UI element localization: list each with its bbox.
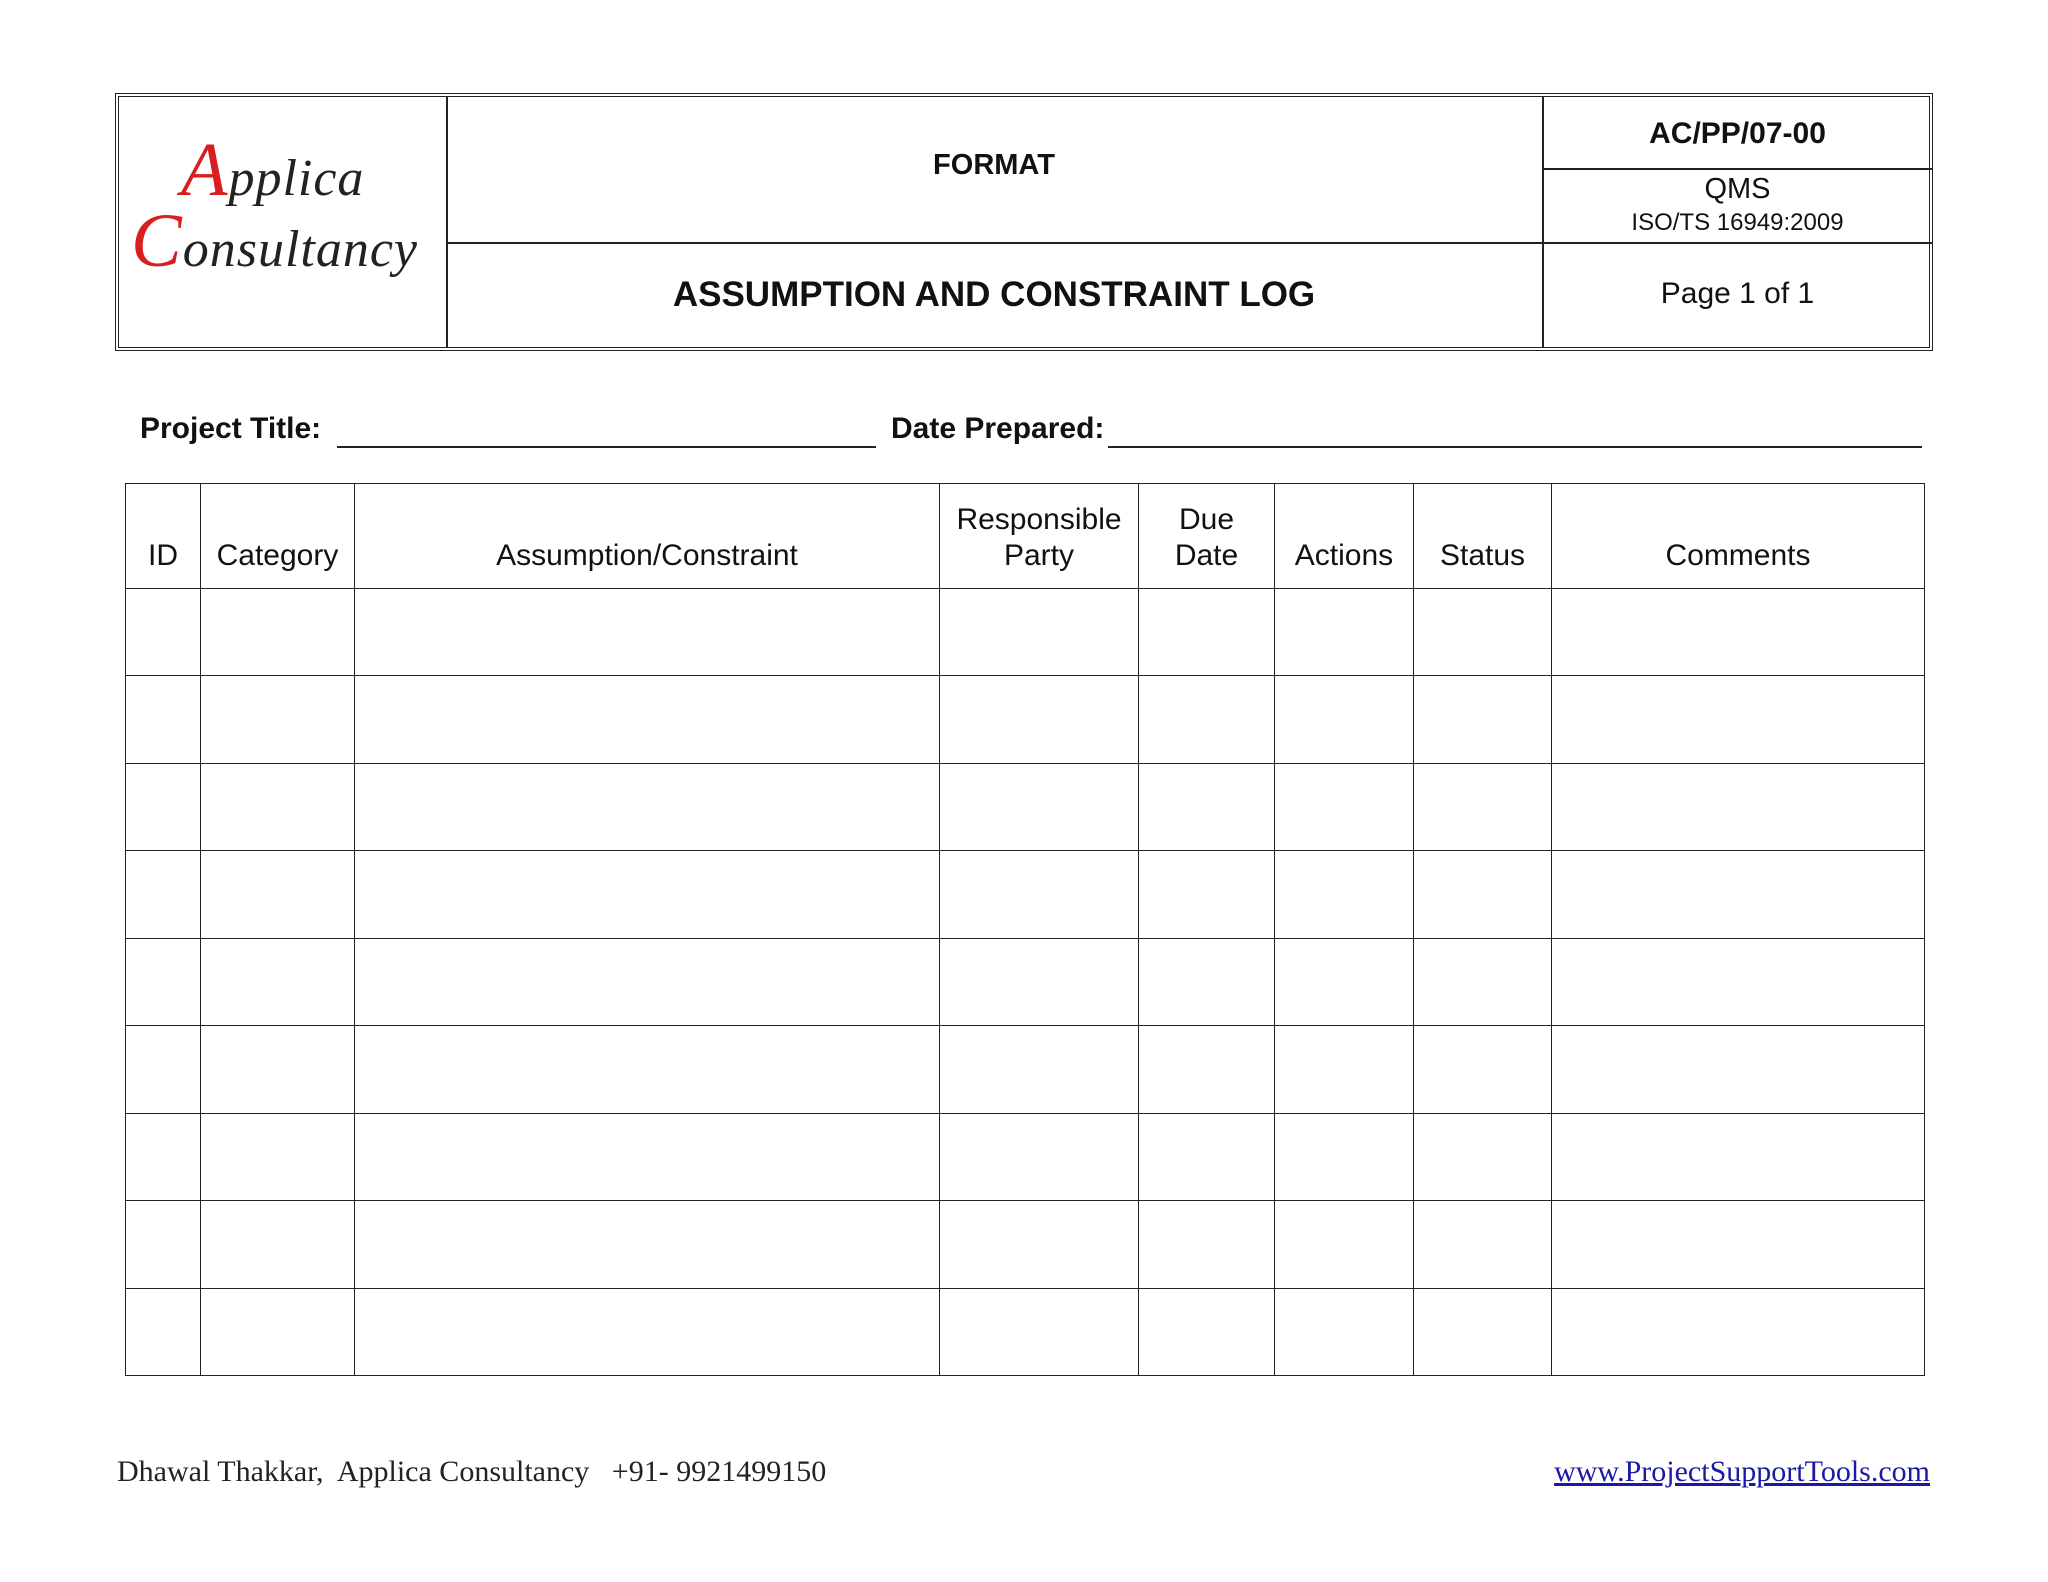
table-cell[interactable] xyxy=(1552,938,1925,1025)
table-row xyxy=(126,589,1925,676)
table-cell[interactable] xyxy=(1552,851,1925,938)
date-prepared-label: Date Prepared: xyxy=(891,412,1105,445)
table-cell[interactable] xyxy=(126,763,201,850)
logo-text: pplica xyxy=(228,150,365,207)
table-cell[interactable] xyxy=(201,851,355,938)
column-header-line: Assumption/Constraint xyxy=(496,539,798,572)
table-cell[interactable] xyxy=(1275,1026,1414,1113)
table-row xyxy=(126,1288,1925,1376)
column-header xyxy=(1552,484,1925,589)
table-cell[interactable] xyxy=(940,1288,1139,1376)
table-cell[interactable] xyxy=(1414,763,1552,850)
table-cell[interactable] xyxy=(1552,589,1925,676)
table-cell[interactable] xyxy=(1275,763,1414,850)
table-cell[interactable] xyxy=(1139,1201,1275,1288)
iso-standard: ISO/TS 16949:2009 xyxy=(1631,209,1844,236)
column-header-line: Party xyxy=(1003,539,1075,572)
table-cell[interactable] xyxy=(201,1288,355,1376)
column-header-line: Due xyxy=(1178,503,1235,536)
format-label: FORMAT xyxy=(933,149,1055,181)
assumption-constraint-table xyxy=(125,483,1925,1376)
table-cell[interactable] xyxy=(1139,676,1275,763)
table-row xyxy=(126,763,1925,850)
table-cell[interactable] xyxy=(201,1201,355,1288)
document-header xyxy=(115,93,1933,351)
table-cell[interactable] xyxy=(201,589,355,676)
table-cell[interactable] xyxy=(1275,938,1414,1025)
table-cell[interactable] xyxy=(1139,1113,1275,1200)
column-header xyxy=(940,484,1139,589)
table-cell[interactable] xyxy=(940,589,1139,676)
table-row xyxy=(126,676,1925,763)
table-cell[interactable] xyxy=(940,1201,1139,1288)
table-cell[interactable] xyxy=(1552,763,1925,850)
table-cell[interactable] xyxy=(201,938,355,1025)
table-cell[interactable] xyxy=(940,1113,1139,1200)
project-title-field[interactable] xyxy=(337,446,876,448)
table-cell[interactable] xyxy=(126,1026,201,1113)
column-header xyxy=(201,484,355,589)
table-cell[interactable] xyxy=(355,1113,940,1200)
column-header-line: ID xyxy=(148,539,178,572)
table-cell[interactable] xyxy=(940,1026,1139,1113)
table-cell[interactable] xyxy=(1414,1026,1552,1113)
table-row xyxy=(126,1026,1925,1113)
table-cell[interactable] xyxy=(1414,1113,1552,1200)
table-header-row xyxy=(126,484,1925,589)
table-cell[interactable] xyxy=(1552,1288,1925,1376)
table-cell[interactable] xyxy=(355,1026,940,1113)
table-cell[interactable] xyxy=(1414,589,1552,676)
table-cell[interactable] xyxy=(126,1113,201,1200)
column-header-line: Date xyxy=(1174,539,1239,572)
project-title-label: Project Title: xyxy=(140,412,322,445)
table-cell[interactable] xyxy=(1414,1201,1552,1288)
header-divider xyxy=(446,242,1933,244)
header-divider xyxy=(1542,168,1933,170)
table-cell[interactable] xyxy=(126,938,201,1025)
table-cell[interactable] xyxy=(1275,589,1414,676)
table-cell[interactable] xyxy=(355,938,940,1025)
table-cell[interactable] xyxy=(1275,851,1414,938)
table-cell[interactable] xyxy=(1414,676,1552,763)
table-cell[interactable] xyxy=(1139,938,1275,1025)
table-cell[interactable] xyxy=(940,938,1139,1025)
table-body xyxy=(126,589,1925,1376)
table-cell[interactable] xyxy=(201,1026,355,1113)
table-cell[interactable] xyxy=(940,763,1139,850)
table-cell[interactable] xyxy=(126,676,201,763)
column-header xyxy=(1139,484,1275,589)
table-cell[interactable] xyxy=(1552,1026,1925,1113)
column-header xyxy=(1414,484,1552,589)
table-cell[interactable] xyxy=(1139,1288,1275,1376)
table-cell[interactable] xyxy=(1139,763,1275,850)
table-cell[interactable] xyxy=(1414,938,1552,1025)
table-cell[interactable] xyxy=(1414,851,1552,938)
table-cell[interactable] xyxy=(355,851,940,938)
column-header xyxy=(1275,484,1414,589)
column-header xyxy=(355,484,940,589)
table-cell[interactable] xyxy=(126,1201,201,1288)
table-cell[interactable] xyxy=(1414,1288,1552,1376)
logo-text: onsultancy xyxy=(182,221,418,278)
logo-initial: C xyxy=(131,199,183,283)
table-row xyxy=(126,1201,1925,1288)
table-cell[interactable] xyxy=(126,589,201,676)
document-code: AC/PP/07-00 xyxy=(1649,117,1826,150)
footer-contact: Dhawal Thakkar, Applica Consultancy +91- 9921499150 xyxy=(117,1455,827,1488)
qms-label: QMS xyxy=(1704,173,1771,205)
document-title: ASSUMPTION AND CONSTRAINT LOG xyxy=(672,275,1316,314)
table-cell[interactable] xyxy=(355,763,940,850)
table-cell[interactable] xyxy=(126,851,201,938)
table-row xyxy=(126,851,1925,938)
table-cell[interactable] xyxy=(355,676,940,763)
table-cell[interactable] xyxy=(1275,676,1414,763)
table-cell[interactable] xyxy=(940,676,1139,763)
logo-line-2 xyxy=(131,198,418,285)
page-number: Page 1 of 1 xyxy=(1660,277,1815,310)
column-header-line: Category xyxy=(216,539,339,572)
table-cell[interactable] xyxy=(1552,1113,1925,1200)
logo-initial: A xyxy=(181,128,229,212)
table-cell[interactable] xyxy=(201,676,355,763)
column-header-line: Comments xyxy=(1665,539,1811,572)
table-cell[interactable] xyxy=(1275,1201,1414,1288)
table-cell[interactable] xyxy=(355,1288,940,1376)
table-cell[interactable] xyxy=(1139,851,1275,938)
table-cell[interactable] xyxy=(201,1113,355,1200)
table-cell[interactable] xyxy=(1275,1288,1414,1376)
table-cell[interactable] xyxy=(1275,1113,1414,1200)
table-cell[interactable] xyxy=(355,1201,940,1288)
table-row xyxy=(126,1113,1925,1200)
table-cell[interactable] xyxy=(1552,1201,1925,1288)
website-link[interactable]: www.ProjectSupportTools.com xyxy=(1554,1455,1930,1488)
table-cell[interactable] xyxy=(1139,589,1275,676)
company-logo xyxy=(119,97,446,347)
table-row xyxy=(126,938,1925,1025)
column-header-line: Status xyxy=(1439,539,1526,572)
date-prepared-field[interactable] xyxy=(1108,446,1922,448)
column-header-line: Actions xyxy=(1294,539,1394,572)
table-cell[interactable] xyxy=(1139,1026,1275,1113)
table-cell[interactable] xyxy=(201,763,355,850)
table-cell[interactable] xyxy=(1552,676,1925,763)
table-cell[interactable] xyxy=(940,851,1139,938)
column-header-line: Responsible xyxy=(956,503,1122,536)
table-cell[interactable] xyxy=(126,1288,201,1376)
table-cell[interactable] xyxy=(355,589,940,676)
column-header xyxy=(126,484,201,589)
